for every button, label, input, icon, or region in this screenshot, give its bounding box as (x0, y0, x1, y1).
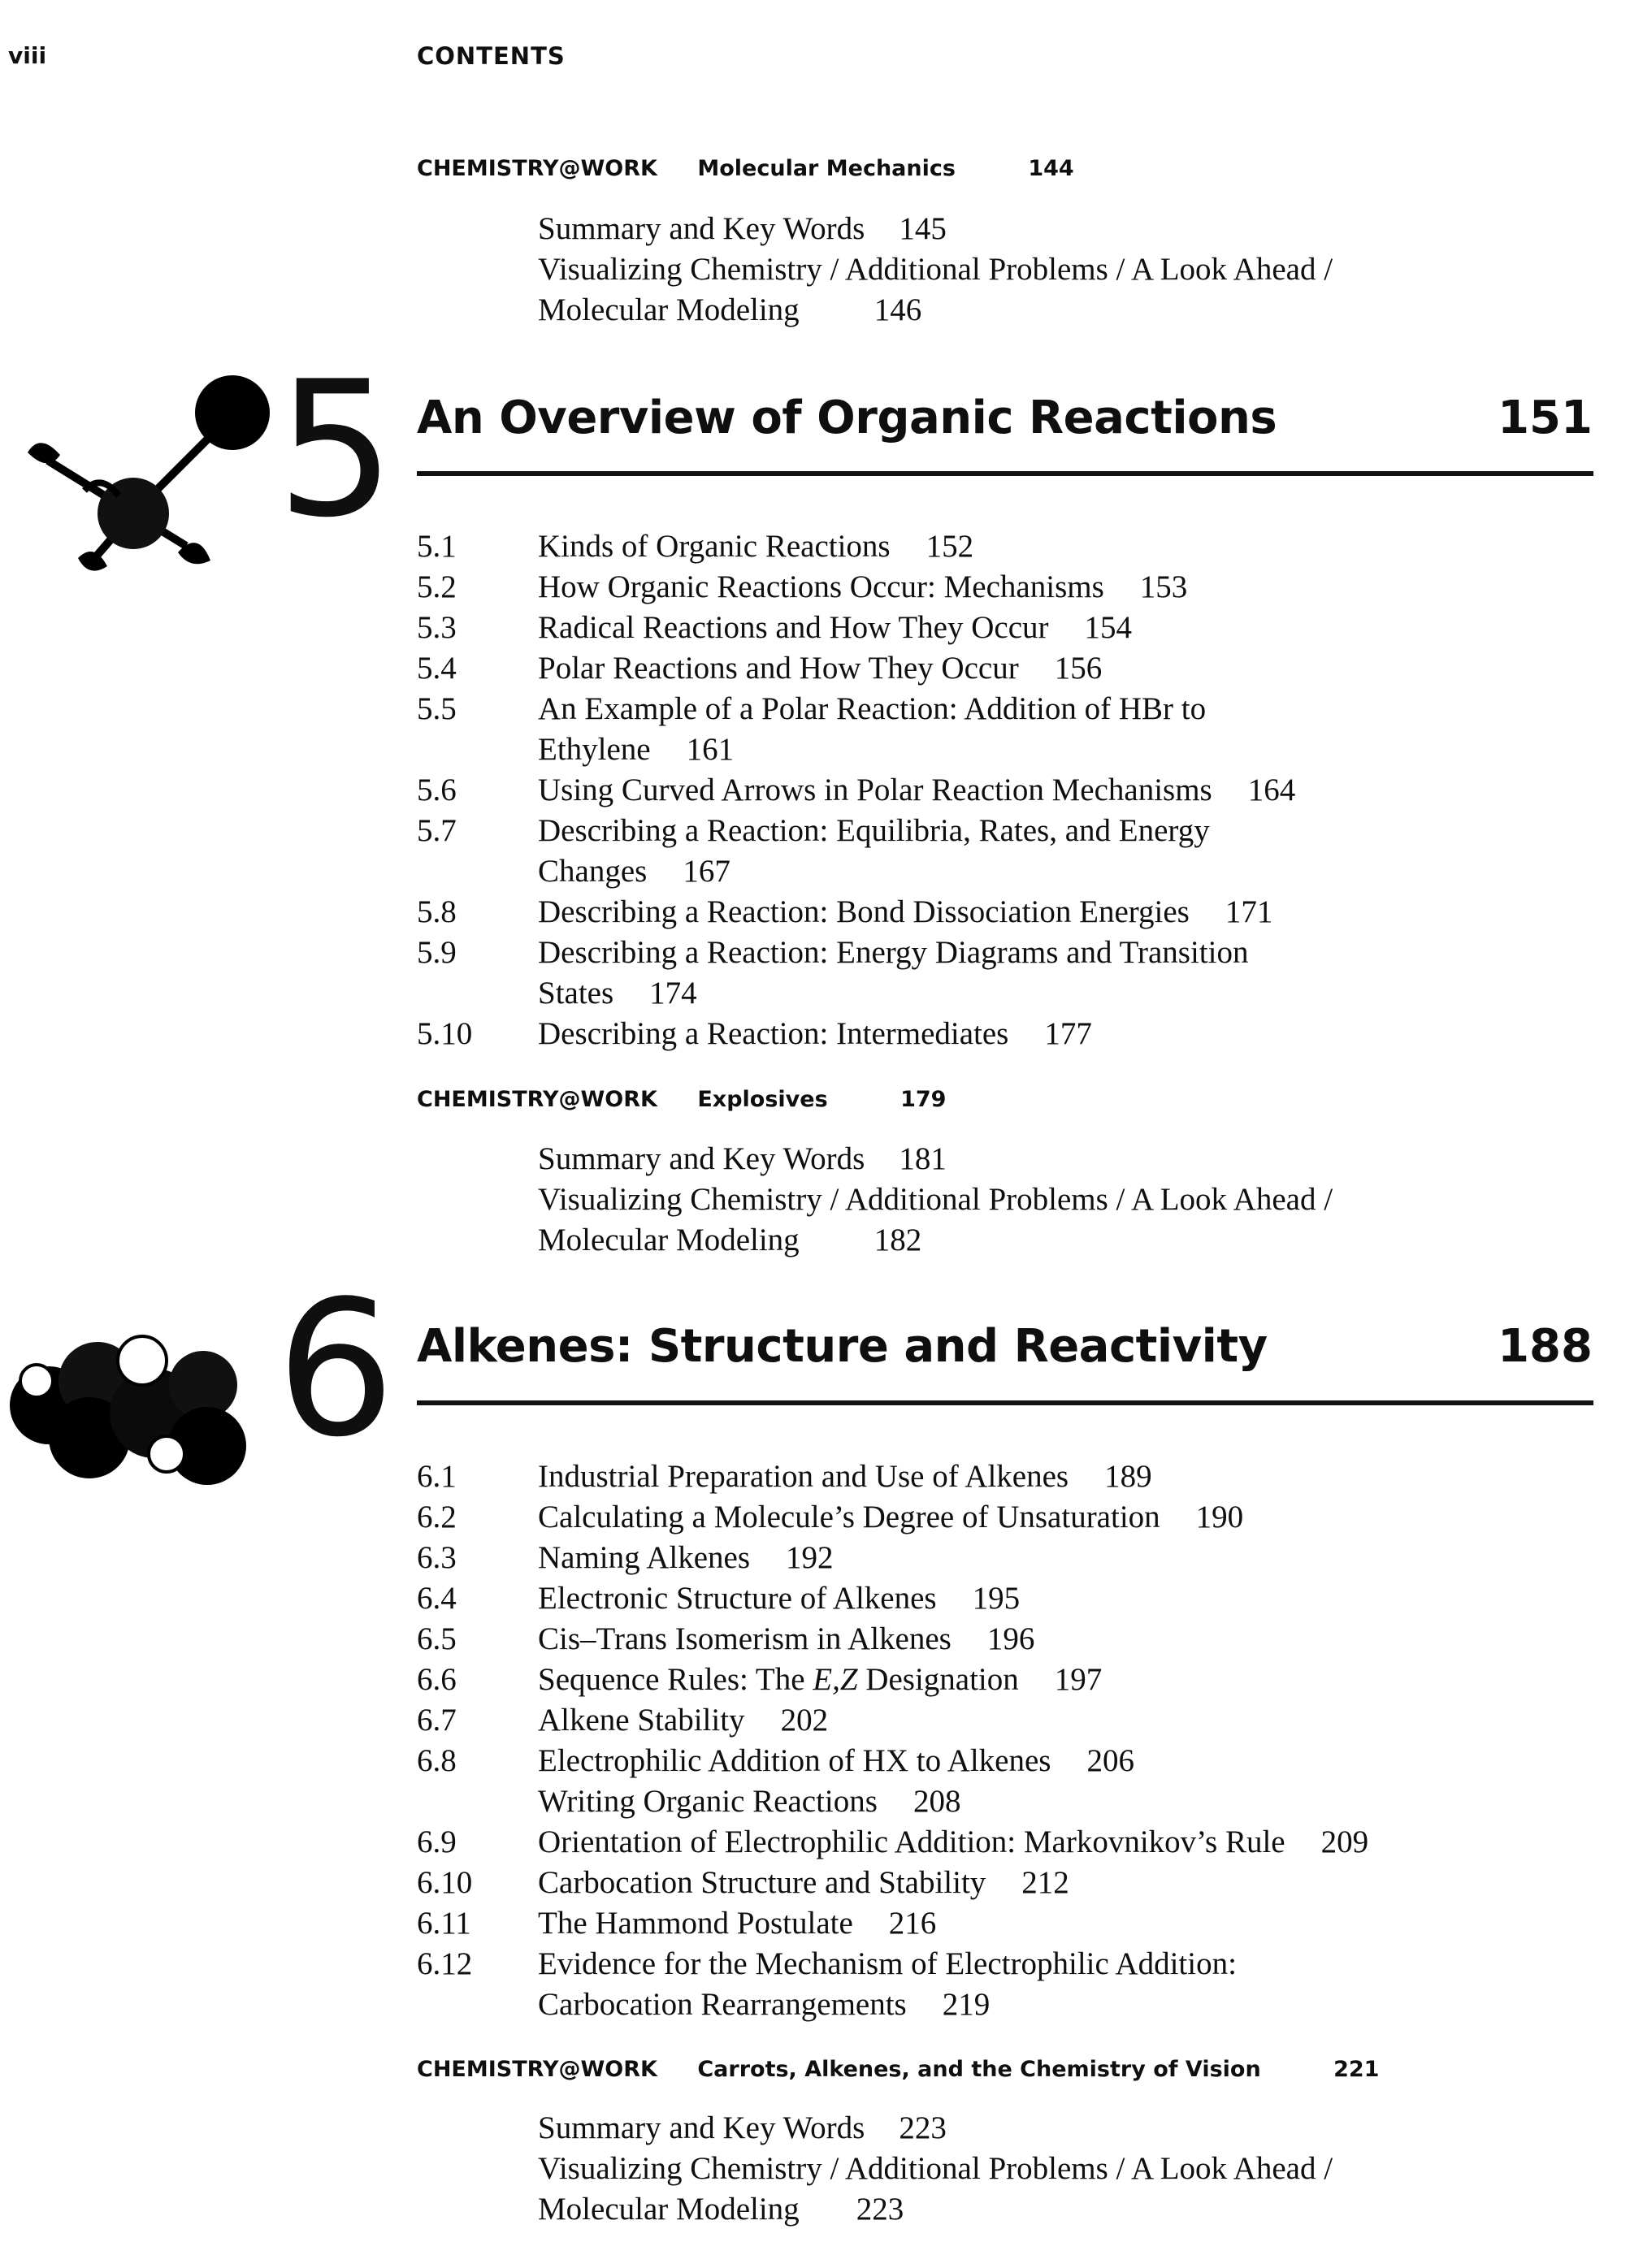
section-number: 6.6 (417, 1662, 457, 1697)
section-entry (417, 1660, 1595, 1700)
section-entry (417, 892, 1595, 933)
page-number: 219 (942, 1987, 991, 2022)
section-number: 6.10 (417, 1865, 473, 1900)
molecule-space-filling-icon (0, 1316, 276, 1503)
section-entry (417, 648, 1595, 689)
section-title: Calculating a Molecule’s Degree of Unsaturation (538, 1500, 1160, 1534)
feature-tag: CHEMISTRY@WORK (417, 1087, 657, 1112)
chemistry-at-work-explosives (417, 1087, 946, 1112)
section-title-cont: Changes (538, 854, 648, 889)
section-title-line (538, 1741, 1595, 1781)
chapter-5-rule (417, 471, 1593, 476)
chapter-5-title: An Overview of Organic Reactions (417, 392, 1277, 444)
section-title: Radical Reactions and How They Occur (538, 610, 1049, 645)
section-title-line (538, 1660, 1595, 1700)
chapter-5-page: 151 (1498, 392, 1593, 444)
section-title-line (538, 1700, 1595, 1741)
section-title-line (538, 689, 1595, 729)
page-number: 192 (786, 1540, 834, 1575)
section-title-line (538, 1903, 1595, 1944)
page-number: 216 (888, 1906, 937, 1941)
summary-label: Summary and Key Words (538, 1141, 865, 1176)
page-number: 212 (1021, 1865, 1069, 1900)
feature-title: Carrots, Alkenes, and the Chemistry of Vision (697, 2057, 1261, 2082)
section-title-line (538, 1578, 1595, 1619)
section-title-line (538, 567, 1595, 608)
visualizing-line: Visualizing Chemistry / Additional Problems / A Look Ahead / (538, 2151, 1333, 2186)
chapter6-endmatter (538, 2108, 1333, 2230)
section-title-line (538, 933, 1595, 973)
section-number: 5.8 (417, 894, 457, 929)
page-number: 152 (926, 529, 974, 564)
section-number: 5.1 (417, 529, 457, 564)
page-number: 164 (1247, 773, 1296, 807)
page-number: 171 (1225, 894, 1273, 929)
section-title-line (538, 1619, 1595, 1660)
section-number: 6.9 (417, 1824, 457, 1859)
page-folio: viii (8, 42, 47, 69)
section-number: 5.5 (417, 691, 457, 726)
section-number: 6.4 (417, 1581, 457, 1616)
section-entry (417, 689, 1595, 770)
page-number: 146 (874, 292, 922, 327)
section-title-line (538, 526, 1595, 567)
section-entry (417, 1944, 1595, 2025)
section-number: 5.3 (417, 610, 457, 645)
section-title: Kinds of Organic Reactions (538, 529, 891, 564)
page-number: 174 (649, 976, 697, 1011)
section-number: 5.7 (417, 813, 457, 848)
section-title-continued (538, 851, 1595, 892)
page-number: 209 (1320, 1824, 1369, 1859)
feature-tag: CHEMISTRY@WORK (417, 2057, 657, 2082)
chapter5-endmatter (538, 1139, 1333, 1261)
section-number: 6.5 (417, 1621, 457, 1656)
section-number: 6.7 (417, 1703, 457, 1738)
subsection-entry (538, 1781, 1595, 1822)
section-title: Evidence for the Mechanism of Electrophilic Addition: (538, 1946, 1237, 1981)
feature-page: 144 (1028, 156, 1074, 181)
modeling-line (538, 1220, 1333, 1261)
chemistry-at-work-molecular-mechanics (417, 156, 1074, 181)
section-title: The Hammond Postulate (538, 1906, 853, 1941)
section-entry (417, 1619, 1595, 1660)
modeling-line (538, 290, 1333, 331)
section-number: 5.10 (417, 1016, 473, 1051)
page-number: 177 (1044, 1016, 1092, 1051)
feature-title: Molecular Mechanics (697, 156, 956, 181)
modeling-label: Molecular Modeling (538, 292, 800, 327)
running-header (0, 36, 1630, 84)
chapter-5-number: 5 (276, 342, 396, 559)
section-title-continued (538, 729, 1595, 770)
page-number: 167 (683, 854, 730, 889)
feature-title: Explosives (697, 1087, 828, 1112)
section-title-line (538, 892, 1595, 933)
chapter-6-sections (417, 1456, 1595, 2025)
section-number: 6.3 (417, 1540, 457, 1575)
section-title: Polar Reactions and How They Occur (538, 651, 1019, 686)
section-entry (417, 811, 1595, 892)
section-title: Cis–Trans Isomerism in Alkenes (538, 1621, 952, 1656)
section-number: 6.12 (417, 1946, 473, 1981)
modeling-label: Molecular Modeling (538, 1223, 800, 1257)
section-number: 6.1 (417, 1459, 457, 1494)
molecule-ball-and-stick-icon (3, 351, 271, 586)
section-title: Electrophilic Addition of HX to Alkenes (538, 1743, 1051, 1778)
section-title: Electronic Structure of Alkenes (538, 1581, 937, 1616)
section-entry (417, 526, 1595, 567)
section-entry (417, 1578, 1595, 1619)
chapter-5-sections (417, 526, 1595, 1054)
section-title: Industrial Preparation and Use of Alkenes (538, 1459, 1069, 1494)
chapter4-endmatter (538, 209, 1333, 331)
page-number: 182 (874, 1223, 922, 1257)
chapter-6-rule (417, 1400, 1593, 1405)
section-title-end: Designation (857, 1662, 1019, 1697)
chapter-6-page: 188 (1498, 1320, 1593, 1373)
page-number: 223 (899, 2110, 947, 2145)
running-title: CONTENTS (417, 42, 566, 70)
feature-page: 179 (900, 1087, 947, 1112)
chapter-6-title: Alkenes: Structure and Reactivity (417, 1320, 1268, 1373)
page-number: 156 (1054, 651, 1103, 686)
summary-line (538, 209, 1333, 249)
summary-line (538, 1139, 1333, 1179)
visualizing-line: Visualizing Chemistry / Additional Problems / A Look Ahead / (538, 1182, 1333, 1217)
modeling-line (538, 2189, 1333, 2230)
section-title-line (538, 608, 1595, 648)
section-number: 5.2 (417, 569, 457, 604)
chapter-6-number: 6 (276, 1262, 396, 1478)
section-number: 5.9 (417, 935, 457, 970)
section-title-line (538, 648, 1595, 689)
section-title-line (538, 1014, 1595, 1054)
summary-label: Summary and Key Words (538, 2110, 865, 2145)
section-entry (417, 1456, 1595, 1497)
section-title-line (538, 1822, 1595, 1863)
section-title-continued (538, 973, 1595, 1014)
page-number: 161 (686, 732, 735, 767)
section-title: Describing a Reaction: Intermediates (538, 1016, 1009, 1051)
section-title-line (538, 1863, 1595, 1903)
section-entry (417, 933, 1595, 1014)
section-title-line (538, 1456, 1595, 1497)
section-entry (417, 1822, 1595, 1863)
section-title: Sequence Rules: The (538, 1662, 813, 1697)
section-entry (417, 1497, 1595, 1538)
section-title-continued (538, 1984, 1595, 2025)
page-number: 196 (986, 1621, 1035, 1656)
section-title-italic: E,Z (813, 1662, 858, 1697)
section-number: 5.6 (417, 773, 457, 807)
section-title-line (538, 770, 1595, 811)
page-number: 153 (1139, 569, 1188, 604)
page-number: 195 (972, 1581, 1021, 1616)
modeling-label: Molecular Modeling (538, 2192, 800, 2227)
section-title: Describing a Reaction: Equilibria, Rates, and Energy (538, 813, 1210, 848)
section-title: Carbocation Structure and Stability (538, 1865, 986, 1900)
section-title: Using Curved Arrows in Polar Reaction Mechanisms (538, 773, 1212, 807)
section-title: Orientation of Electrophilic Addition: Markovnikov’s Rule (538, 1824, 1285, 1859)
summary-label: Summary and Key Words (538, 211, 865, 246)
section-title-line (538, 811, 1595, 851)
page-number: 197 (1054, 1662, 1103, 1697)
section-title-line (538, 1497, 1595, 1538)
section-number: 5.4 (417, 651, 457, 686)
section-entry (417, 1538, 1595, 1578)
section-title: Describing a Reaction: Energy Diagrams and Transition (538, 935, 1249, 970)
section-title: How Organic Reactions Occur: Mechanisms (538, 569, 1104, 604)
section-entry (417, 1741, 1595, 1822)
section-number: 6.11 (417, 1906, 471, 1941)
page-number: 189 (1104, 1459, 1152, 1494)
section-entry (417, 1700, 1595, 1741)
section-title: Naming Alkenes (538, 1540, 751, 1575)
section-title-cont: Ethylene (538, 732, 651, 767)
section-entry (417, 608, 1595, 648)
section-entry (417, 567, 1595, 608)
chemistry-at-work-carrots (417, 2057, 1379, 2082)
summary-line (538, 2108, 1333, 2149)
feature-tag: CHEMISTRY@WORK (417, 156, 657, 181)
section-title-cont: States (538, 976, 614, 1011)
page-number: 206 (1086, 1743, 1134, 1778)
section-title-cont: Carbocation Rearrangements (538, 1987, 907, 2022)
page-number: 145 (899, 211, 947, 246)
section-title-line (538, 1944, 1595, 1984)
section-number: 6.2 (417, 1500, 457, 1534)
page-number: 208 (913, 1784, 961, 1819)
page-number: 202 (780, 1703, 829, 1738)
section-title: Alkene Stability (538, 1703, 745, 1738)
page-number: 154 (1084, 610, 1132, 645)
section-title: Describing a Reaction: Bond Dissociation Energies (538, 894, 1190, 929)
section-number: 6.8 (417, 1743, 457, 1778)
subsection-title: Writing Organic Reactions (538, 1784, 878, 1819)
page-number: 223 (856, 2192, 904, 2227)
section-title: An Example of a Polar Reaction: Addition of HBr to (538, 691, 1207, 726)
feature-page: 221 (1333, 2057, 1380, 2082)
section-entry (417, 1014, 1595, 1054)
visualizing-line: Visualizing Chemistry / Additional Problems / A Look Ahead / (538, 252, 1333, 287)
section-entry (417, 770, 1595, 811)
page-number: 181 (899, 1141, 947, 1176)
page-number: 190 (1195, 1500, 1244, 1534)
section-entry (417, 1903, 1595, 1944)
section-entry (417, 1863, 1595, 1903)
section-title-line (538, 1538, 1595, 1578)
